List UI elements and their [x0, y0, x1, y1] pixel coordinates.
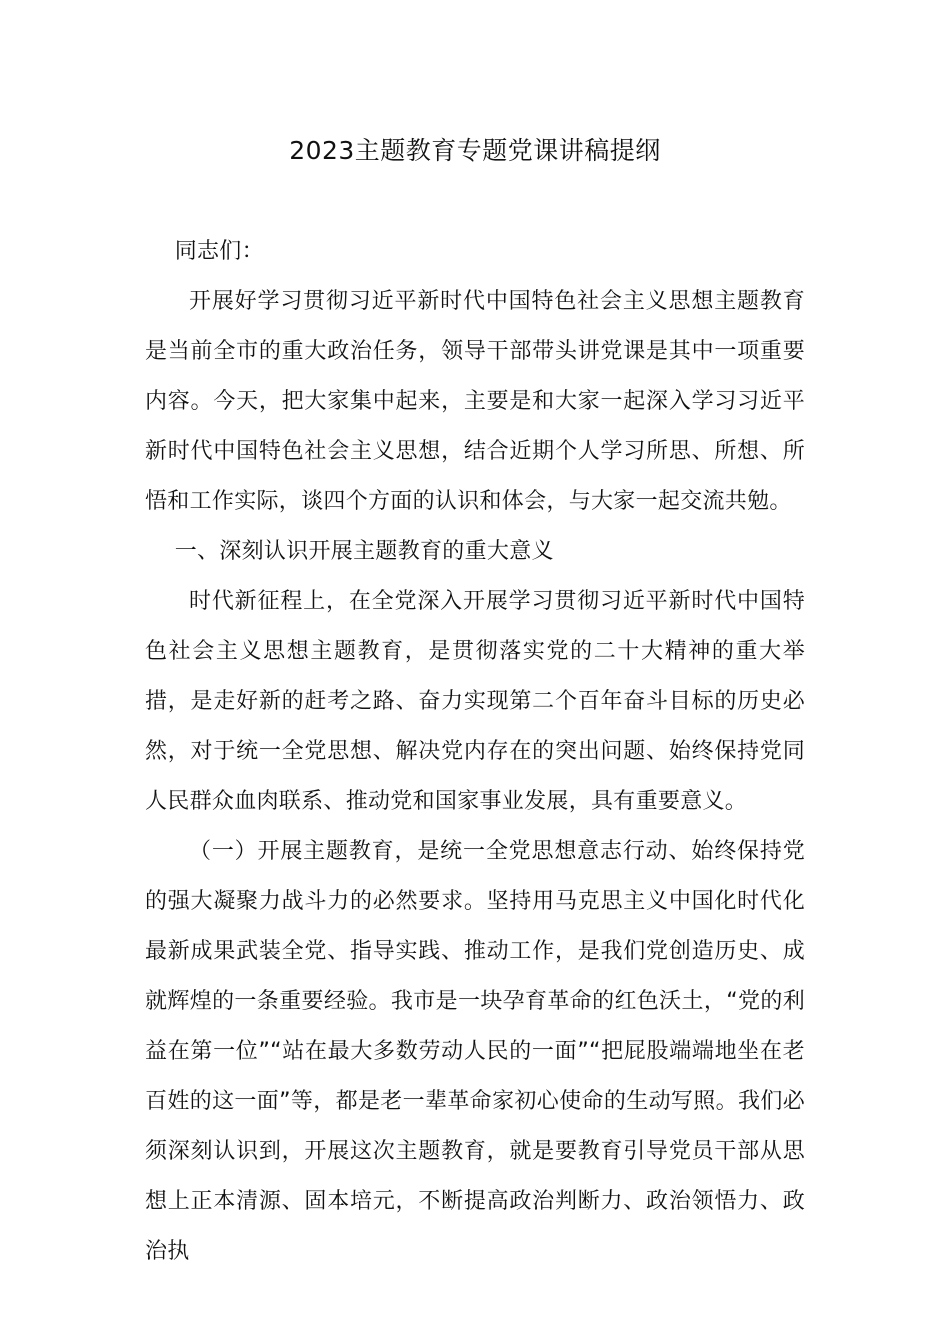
document-title: 2023主题教育专题党课讲稿提纲 — [289, 136, 661, 165]
paragraph-intro: 开展好学习贯彻习近平新时代中国特色社会主义思想主题教育是当前全市的重大政治任务，领导干部带头讲党课是其中一项重要内容。今天，把大家集中起来，主要是和大家一起深入学习习近平新时代中国特色社会主义思想，结合近期个人学习所思、所想、所悟和工作实际，谈四个方面的认识和体会，与大家一起交流共勉。 — [145, 289, 805, 514]
salutation: 同志们： — [174, 239, 264, 264]
paragraph-section-2: （一）开展主题教育，是统一全党思想意志行动、始终保持党的强大凝聚力战斗力的必然要求。坚持用马克思主义中国化时代化最新成果武装全党、指导实践、推动工作，是我们党创造历史、成就辉煌的一条重要经验。我市是一块孕育革命的红色沃土，“党的利益在第一位”“站在最大多数劳动人民的一面”“把屁股端端地坐在老百姓的这一面”等，都是老一辈革命家初心使命的生动写照。我们必须深刻认识到，开展这次主题教育，就是要教育引导党员干部从思想上正本清源、固本培元，不断提高政治判断力、政治领悟力、政治执 — [145, 839, 805, 1264]
section-heading: 一、深刻认识开展主题教育的重大意义 — [174, 539, 554, 564]
document-body — [145, 227, 805, 1277]
paragraph-section-1: 时代新征程上，在全党深入开展学习贯彻习近平新时代中国特色社会主义思想主题教育，是贯彻落实党的二十大精神的重大举措，是走好新的赶考之路、奋力实现第二个百年奋斗目标的历史必然，对于统一全党思想、解决党内存在的突出问题、始终保持党同人民群众血肉联系、推动党和国家事业发展，具有重要意义。 — [145, 589, 805, 814]
